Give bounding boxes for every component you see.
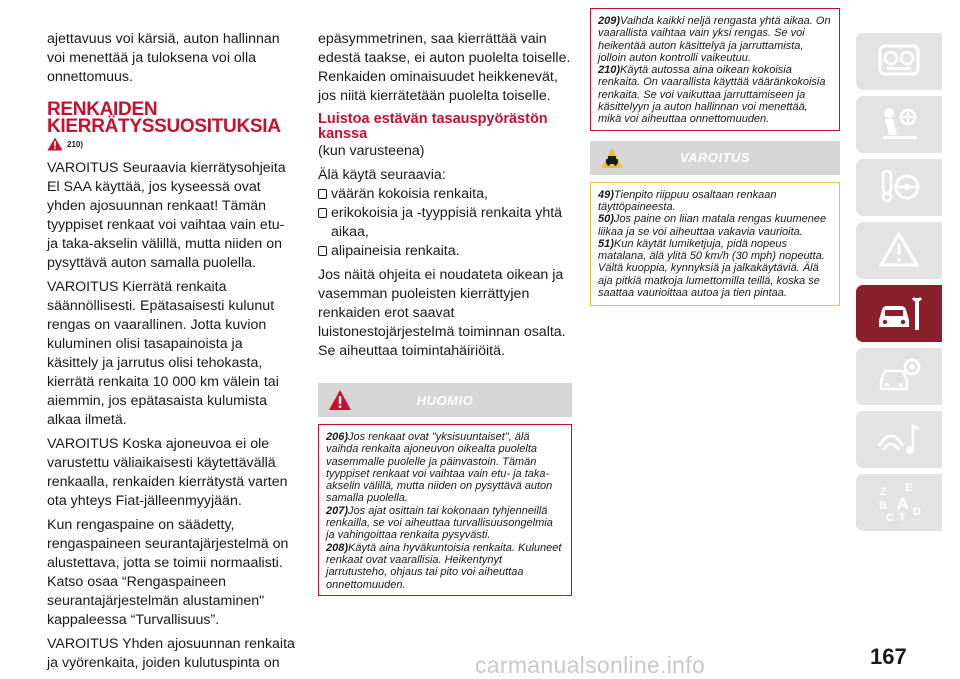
index-letter: T [899, 512, 906, 523]
car-maintenance-icon [877, 294, 925, 334]
note-number: 207) [326, 504, 349, 517]
paragraph: VAROITUS Koska ajoneuvoa ei ole varustettu väliaikaisesti käytettävällä renkaalla, renkaiden kierrätystä varten ota yhteys Fiat-jälleenmyyjään. [47, 436, 288, 509]
bullet-box-icon [318, 246, 327, 256]
note-text: Käytä aina hyväkuntoisia renkaita. Kuluneet renkaat ovat vaarallisia. Heikentynyt jarrutusteho, ohjaus tai pito voi aiheuttaa onnettomuuden. [326, 541, 562, 591]
tab-dashboard[interactable] [856, 33, 942, 90]
warning-triangle-icon [328, 389, 352, 411]
note-item [326, 542, 563, 591]
tab-technical-data[interactable] [856, 348, 942, 405]
list-item-text: erikokoisia ja -tyyppisiä renkaita yhtä aikaa, [331, 205, 563, 240]
note-text: Jos ajat osittain tai kokonaan tyhjenneillä renkailla, se voi aiheuttaa turvallisuusongelmia ja vahingoittaa renkaita pysyvästi. [326, 504, 553, 542]
multimedia-icon [877, 420, 921, 458]
warning-banner [590, 141, 840, 175]
note-item [598, 15, 831, 64]
note-text: Vaihda kaikki neljä rengasta yhtä aikaa. On vaarallista vaihtaa vain yksi rengas. Se voi heikentää auton käsittelyä ja jarruttamista, jolloin auton kontrolli vaikeutuu. [598, 15, 831, 64]
tab-multimedia[interactable] [856, 411, 942, 468]
bullet-box-icon [318, 189, 327, 199]
safety-icon [877, 105, 921, 143]
note-number: 209) [598, 15, 621, 27]
heading-line-2: KIERRÄTYSSUOSITUKSIA [47, 116, 281, 137]
dashboard-icon [877, 42, 921, 80]
list-item [318, 242, 572, 261]
warning-triangle-icon [47, 137, 63, 151]
index-letter: E [905, 483, 913, 494]
note-text: Jos renkaat ovat "yksisuuntaiset", älä vaihda renkaita ajoneuvon oikealta puolelta vasemmalle puolelle ja päinvastoin. Tämän tyyppiset renkaat voi vaihtaa vain etu- ja taka-akselin välillä, mutta niiden on pysyttävä auton samalla puolella. [326, 431, 553, 505]
column-3 [590, 8, 840, 306]
paragraph: Kun rengaspaine on säädetty, rengaspaineen seurantajärjestelmä on alustettava, jotta se toimii normaalisti. Katso osaa “Rengaspaineen seurantajärjestelmän alustaminen" kappaleessa “Turvallisuus”. [47, 517, 289, 628]
warning-box [590, 182, 840, 307]
note-text: Käytä autossa aina oikean kokoisia renkaita. On vaarallista käyttää vääränkokoisia renkaita. Se voi vaikuttaa jarruttamiseen ja käsittelyyn ja auton hallinnan voi menettää, mikä voi aiheuttaa onnettomuuden. [598, 64, 826, 126]
page-number: 167 [870, 644, 907, 669]
note-item [598, 189, 831, 214]
note-item [598, 64, 831, 125]
warning-title: VAROITUS [679, 150, 751, 166]
note-number: 206) [326, 431, 349, 443]
tab-warning-lights[interactable] [856, 222, 942, 279]
technical-data-icon [877, 357, 921, 395]
paragraph: VAROITUS Kierrätä renkaita säännöllisesti. Epätasaisesti kulunut rengas on vaarallinen. Jotta kuvion kuluminen olisi tasapainoista ja käsittely ja jarrutus olisi tehokasta, kierrätä renkaita 10 000 km välein tai aiemmin, jos epätasaista kulumista alkaa ilmetä. [47, 279, 279, 428]
notice-box-continued [590, 8, 840, 131]
list-item-text: alipaineisia renkaita. [331, 243, 460, 259]
bullet-box-icon [318, 208, 327, 218]
index-icon [877, 483, 925, 523]
list-item [318, 185, 572, 204]
note-item [598, 213, 831, 238]
note-text: Tienpito riippuu osaltaan renkaan täyttöpaineesta. [598, 188, 777, 213]
note-number: 49) [598, 188, 614, 201]
index-letter: A [897, 496, 909, 513]
note-number: 210) [598, 64, 621, 77]
note-number: 51) [598, 237, 614, 250]
heading-line-1: RENKAIDEN [47, 99, 158, 120]
closing-paragraph: Jos näitä ohjeita ei noudateta oikean ja vasemman puoleisten kierrättyjen renkaiden erot saavat luistonestojärjestelmä toiminnan osalta. Se aiheuttaa toimintahäiriöitä. [318, 267, 566, 359]
column-2 [318, 30, 572, 596]
tab-safety[interactable] [856, 96, 942, 153]
heading-reference [47, 137, 297, 151]
index-letter: C [886, 512, 894, 523]
subheading: Luistoa estävän tasauspyörästön kanssa [318, 111, 548, 142]
watermark-text: carmanualsonline.info [475, 652, 706, 678]
notice-banner [318, 383, 572, 417]
subheading-note: (kun varusteena) [318, 143, 425, 159]
reference-number: 210) [67, 139, 84, 149]
intro-text: ajettavuus voi kärsiä, auton hallinnan voi menettää ja tuloksena voi olla onnettomuus. [47, 31, 280, 85]
section-heading [47, 101, 297, 135]
list-intro: Älä käytä seuraavia: [318, 167, 446, 183]
note-item [326, 431, 563, 505]
notice-box [318, 424, 572, 596]
note-text: Jos paine on liian matala rengas kuumenee liikaa ja se voi aiheuttaa vakavia vaurioita. [598, 213, 827, 238]
chapter-sidebar [856, 33, 960, 537]
note-number: 208) [326, 541, 349, 554]
tab-starting-driving[interactable] [856, 159, 942, 216]
column-1 [47, 30, 297, 673]
starting-driving-icon [877, 168, 921, 206]
intro-text: epäsymmetrinen, saa kierrättää vain edestä taakse, ei auton puolelta toiselle. Renkaiden ominaisuudet heikkenevät, jos niitä kierrätetään puolelta toiselle. [318, 31, 571, 104]
note-item [598, 238, 831, 299]
tab-index[interactable] [856, 474, 942, 531]
paragraph: VAROITUS Yhden ajosuunnan renkaita ja vyörenkaita, joiden kulutuspinta on [47, 636, 295, 671]
index-letter: B [879, 500, 887, 512]
tab-car-maintenance[interactable] [856, 285, 942, 342]
note-text: Kun käytät lumiketjuja, pidä nopeus matalana, älä ylitä 50 km/h (30 mph) nopeutta. Vältä kuoppia, kynnyksiä ja jalkakäytäviä. Älä aja pitkiä matkoja lumettomilla teillä, koska se saattaa vaurioittaa autoa ja tien pintaa. [598, 237, 825, 300]
index-letter: Z [880, 486, 887, 498]
list-item [318, 204, 572, 242]
warning-lights-icon [877, 231, 921, 269]
note-number: 50) [598, 213, 614, 226]
notice-title: HUOMIO [416, 392, 474, 408]
note-item [326, 505, 563, 542]
list-item-text: väärän kokoisia renkaita, [331, 186, 488, 202]
paragraph: VAROITUS Seuraavia kierrätysohjeita El SAA käyttää, jos kyseessä ovat yhden ajosuunnan renkaat! Tämän tyyppiset renkaat voi vaihtaa vain etu- ja taka-akselin välillä, mutta niiden on pysyttävä auton samalla puolella. [47, 160, 286, 271]
index-letter: D [913, 506, 921, 518]
car-warning-icon [600, 147, 624, 169]
